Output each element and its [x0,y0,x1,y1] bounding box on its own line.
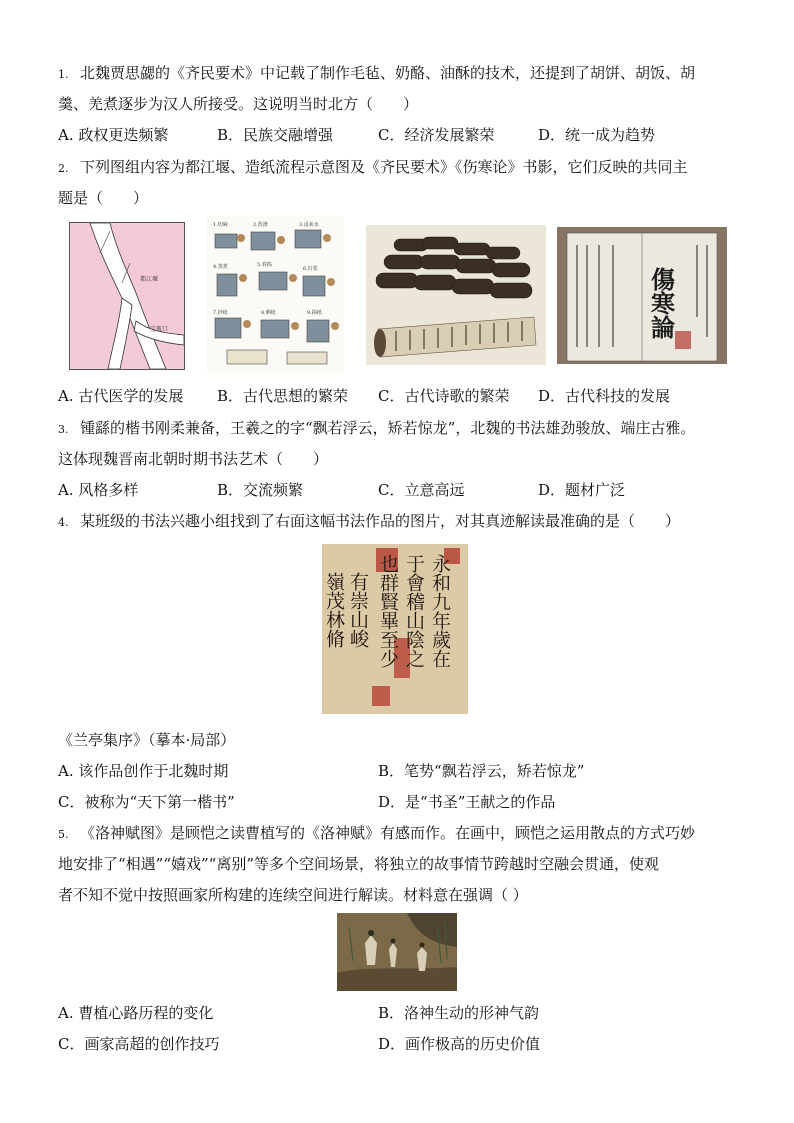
paper-step-7: 7.抄纸 [213,310,228,316]
callig-col-2: 于會稽山陰之 [403,554,425,668]
q2-text1: 下列图组内容为都江堰、造纸流程示意图及《齐民要术》《伤寒论》书影，它们反映的共同主 [80,158,688,176]
q3-option-d[interactable]: D．题材广泛 [538,481,626,499]
q4-option-b[interactable]: B．笔势“飘若浮云，矫若惊龙” [378,762,585,780]
q1-option-b[interactable]: B．民族交融增强 [217,126,334,144]
q3-number: 3. [58,423,69,436]
q5-number: 5. [58,828,69,841]
q5-option-c[interactable]: C．画家高超的创作技巧 [58,1035,220,1053]
q4-option-c[interactable]: C．被称为“天下第一楷书” [58,793,235,811]
q1-option-d[interactable]: D．统一成为趋势 [538,126,656,144]
q5-stem-line1 [58,822,695,846]
q1-option-a[interactable]: A. 政权更迭频繁 [58,126,169,144]
q3-option-a[interactable]: A. 风格多样 [58,481,139,499]
q4-option-d[interactable]: D．是“书圣”王献之的作品 [378,793,556,811]
q3-option-c[interactable]: C．立意高远 [378,481,465,499]
q1-option-c[interactable]: C．经济发展繁荣 [378,126,495,144]
q1-number: 1. [58,68,69,81]
dujiangyan-map-image [69,222,185,370]
q4-stem-line1 [58,510,680,534]
q2-option-d[interactable]: D．古代科技的发展 [538,387,671,405]
map-label-baopingkou: 宝瓶口 [150,326,169,333]
q1-stem-line2: 羹、羌煮逐步为汉人所接受。这说明当时北方（ ） [58,95,419,113]
callig-col-3: 也群賢畢至少 [377,554,399,668]
q5-stem-line2: 地安排了“相遇”“嬉戏”“离别”等多个空间场景，将独立的故事情节跨越时空融会贯通，使观 [58,855,660,873]
callig-col-1: 永和九年歲在 [429,554,451,668]
q2-stem-line1 [58,156,688,180]
paper-step-4: 4.蒸煮 [213,264,228,270]
paper-step-3: 3.浸灰水 [299,222,319,228]
q1-stem-line1 [58,62,695,86]
q4-image-caption: 《兰亭集序》（摹本·局部） [58,731,236,749]
book-title: 傷寒論 [646,267,676,339]
q4-option-a[interactable]: A. 该作品创作于北魏时期 [58,762,229,780]
q2-option-a[interactable]: A. 古代医学的发展 [58,387,184,405]
q5-option-b[interactable]: B．洛神生动的形神气韵 [378,1004,540,1022]
q5-text1: 《洛神赋图》是顾恺之读曹植写的《洛神赋》有感而作。在画中，顾恺之运用散点的方式巧妙 [80,824,696,842]
q3-stem-line2: 这体现魏晋南北朝时期书法艺术（ ） [58,450,329,468]
q3-option-b[interactable]: B．交流频繁 [217,481,304,499]
paper-step-1: 1.切麻 [213,222,228,228]
luoshenfu-painting-image [337,913,457,991]
q4-text1: 某班级的书法兴趣小组找到了右面这幅书法作品的图片，对其真迹解读最准确的是（ ） [80,512,681,530]
q2-stem-line2: 题是（ ） [58,189,149,207]
map-label-dujiangyan: 都江堰 [140,276,159,283]
q2-number: 2. [58,162,69,175]
callig-col-5: 嶺茂林脩 [323,572,345,648]
q5-option-d[interactable]: D．画作极高的历史价值 [378,1035,541,1053]
q3-text1: 锺繇的楷书刚柔兼备，王羲之的字“飘若浮云，矫若惊龙”，北魏的书法雄劲骏放、端庄古雅。 [80,419,696,437]
q5-stem-line3: 者不知不觉中按照画家所构建的连续空间进行解读。材料意在强调（ ） [58,886,528,904]
q2-option-c[interactable]: C．古代诗歌的繁荣 [378,387,510,405]
q5-option-a[interactable]: A. 曹植心路历程的变化 [58,1004,214,1022]
paper-step-6: 6.打浆 [303,266,318,272]
q2-option-b[interactable]: B．古代思想的繁荣 [217,387,349,405]
paper-step-5: 5.舂捣 [257,262,272,268]
bamboo-scrolls-image [366,225,546,365]
q3-stem-line1 [58,417,695,441]
paper-step-9: 9.揭纸 [307,310,322,316]
q4-number: 4. [58,516,69,529]
lantingxu-calligraphy-image [322,544,468,714]
paper-step-2: 2.洗涤 [253,222,268,228]
q1-text1: 北魏贾思勰的《齐民要术》中记载了制作毛毡、奶酪、油酥的技术，还提到了胡饼、胡饭、胡 [80,64,696,82]
papermaking-process-image [207,216,344,373]
callig-col-4: 有崇山峻 [347,572,369,648]
paper-step-8: 8.晒纸 [261,310,276,316]
shanghanlun-book-image [557,227,727,364]
